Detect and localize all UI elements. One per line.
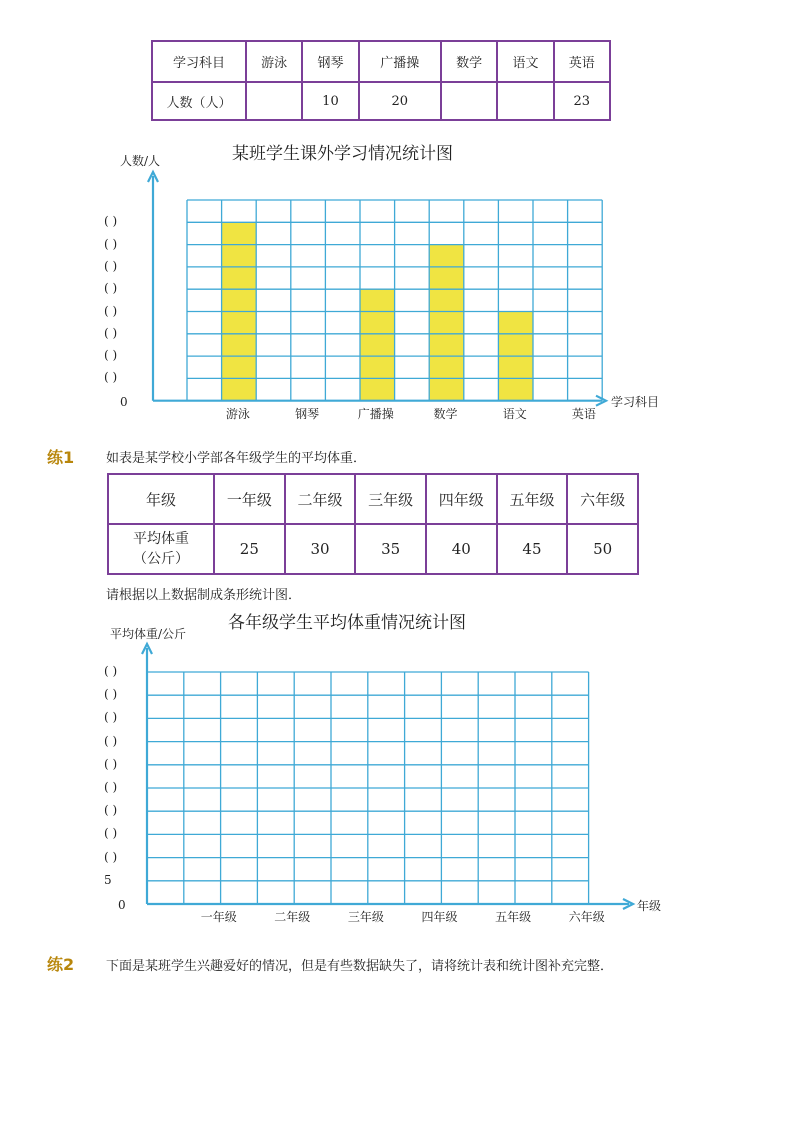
y-tick-label: ( ) xyxy=(104,348,118,363)
chart2-xlabel: 年级 xyxy=(637,899,662,913)
y-tick-label: ( ) xyxy=(104,664,118,678)
table-cell: 23 xyxy=(554,82,610,120)
table-cell: 10 xyxy=(302,82,358,120)
table-cell: 20 xyxy=(359,82,441,120)
table-header-cell: 三年级 xyxy=(355,474,426,524)
table-header-cell: 二年级 xyxy=(285,474,356,524)
y-tick-label: ( ) xyxy=(104,710,118,725)
table-header-cell: 钢琴 xyxy=(302,41,358,82)
y-tick-label: ( ) xyxy=(104,303,118,318)
table-header-cell: 英语 xyxy=(554,41,610,82)
table-header-cell: 广播操 xyxy=(359,41,441,82)
row-label-line2: （公斤） xyxy=(133,551,189,567)
table-row-label: 人数（人） xyxy=(152,82,246,120)
x-tick-label: 二年级 xyxy=(274,910,311,924)
y-tick-label: ( ) xyxy=(104,687,118,702)
y-tick-label: ( ) xyxy=(104,826,118,841)
table-header-cell: 数学 xyxy=(441,41,497,82)
y-tick-label: ( ) xyxy=(104,214,118,229)
y-tick-label: ( ) xyxy=(104,849,118,864)
table-header-cell: 语文 xyxy=(497,41,553,82)
y-tick-label: ( ) xyxy=(104,733,118,748)
chart1-xlabel: 学习科目 xyxy=(611,395,660,409)
table-cell: 40 xyxy=(426,524,497,574)
x-tick-label: 一年级 xyxy=(200,910,237,924)
y-tick-label: ( ) xyxy=(104,236,118,251)
x-tick-label: 语文 xyxy=(502,406,527,421)
chart1-origin: 0 xyxy=(120,395,128,409)
table-header-cell: 六年级 xyxy=(567,474,638,524)
x-tick-label: 广播操 xyxy=(357,406,394,421)
table-cell: 35 xyxy=(355,524,426,574)
table-header-cell: 四年级 xyxy=(426,474,497,524)
exercise1-instruction: 请根据以上数据制成条形统计图． xyxy=(106,588,302,603)
x-tick-label: 四年级 xyxy=(421,910,458,924)
y-tick-label: 5 xyxy=(104,872,112,887)
y-tick-label: ( ) xyxy=(104,281,118,296)
y-tick-label: ( ) xyxy=(104,258,118,273)
table-cell: 45 xyxy=(497,524,568,574)
x-tick-label: 游泳 xyxy=(225,406,250,421)
row-label-line1: 平均体重 xyxy=(133,531,189,547)
x-tick-label: 六年级 xyxy=(568,910,605,924)
table-header-cell: 学习科目 xyxy=(152,41,246,82)
x-tick-label: 钢琴 xyxy=(295,406,320,421)
exercise1-label: 练1 xyxy=(47,448,75,467)
chart2-origin: 0 xyxy=(118,898,126,912)
table-header-cell: 五年级 xyxy=(497,474,568,524)
x-tick-label: 数学 xyxy=(433,406,458,421)
y-tick-label: ( ) xyxy=(104,325,118,340)
exercise2-label: 练2 xyxy=(47,955,75,974)
exercise1-text: 如表是某学校小学部各年级学生的平均体重． xyxy=(106,451,367,466)
table-cell: 30 xyxy=(285,524,356,574)
y-tick-label: ( ) xyxy=(104,370,118,385)
y-tick-label: ( ) xyxy=(104,756,118,771)
chart1-ylabel: 人数/人 xyxy=(120,154,161,168)
chart2-title: 各年级学生平均体重情况统计图 xyxy=(228,613,466,633)
y-tick-label: ( ) xyxy=(104,803,118,818)
chart1-title: 某班学生课外学习情况统计图 xyxy=(232,144,453,164)
exercise2-text: 下面是某班学生兴趣爱好的情况，但是有些数据缺失了，请将统计表和统计图补充完整． xyxy=(106,959,614,974)
table-header-cell: 年级 xyxy=(108,474,214,524)
table-cell: 25 xyxy=(214,524,285,574)
x-tick-label: 三年级 xyxy=(347,910,384,924)
table-header-cell: 游泳 xyxy=(246,41,302,82)
x-tick-label: 五年级 xyxy=(495,910,532,924)
chart2-ylabel: 平均体重/公斤 xyxy=(110,627,187,641)
x-tick-label: 英语 xyxy=(571,406,596,421)
table-header-cell: 一年级 xyxy=(214,474,285,524)
y-tick-label: ( ) xyxy=(104,780,118,794)
table-cell: 50 xyxy=(567,524,638,574)
